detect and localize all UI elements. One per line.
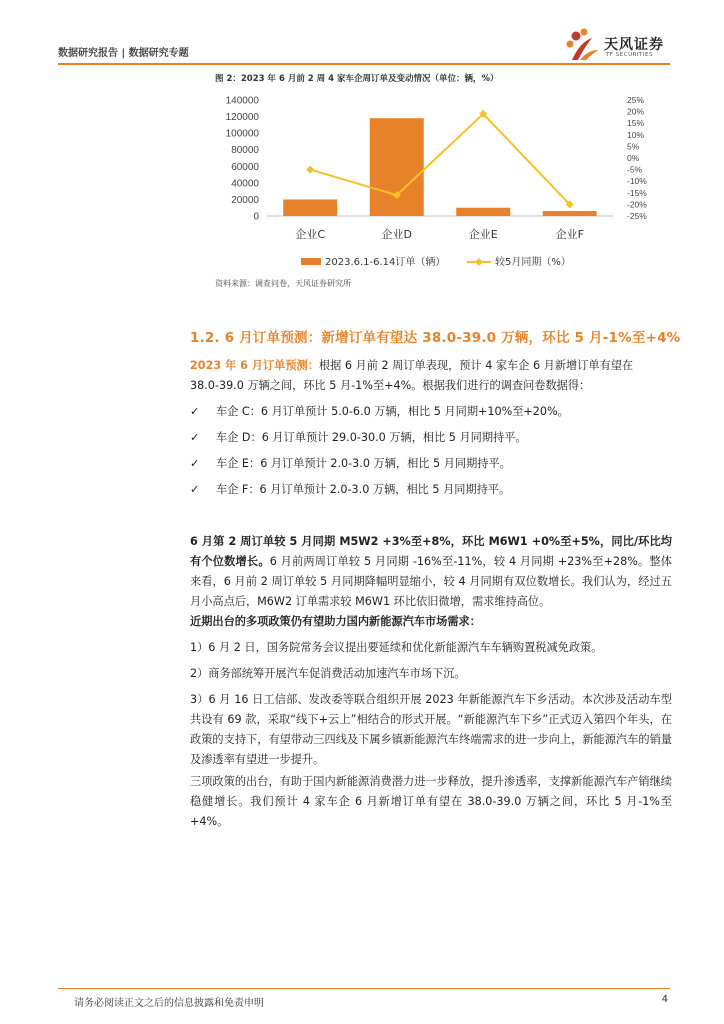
order-chart xyxy=(205,88,665,274)
footer-divider xyxy=(58,988,670,989)
header-divider xyxy=(58,63,670,65)
list-item-text: 车企 C：6 月订单预计 5.0-6.0 万辆，相比 5 月同期+10%至+20%。 xyxy=(216,405,569,418)
list-item-text: 车企 E：6 月订单预计 2.0-3.0 万辆，相比 5 月同期持平。 xyxy=(216,457,511,470)
category-label: 企业E xyxy=(468,228,498,241)
right-tick-label: 5% xyxy=(627,141,640,152)
left-tick-label: 100000 xyxy=(225,128,259,140)
category-label: 企业C xyxy=(295,228,326,241)
left-axis-ticks xyxy=(226,96,260,223)
right-tick-label: 20% xyxy=(627,106,645,117)
category-label: 企业D xyxy=(381,228,412,241)
policy-item-3: 3）6 月 16 日工信部、发改委等联合组织开展 2023 年新能源汽车下乡活动。本次涉及活动车型共设有 69 款，采取“线下+云上”相结合的形式开展。“新能源汽车下乡”正式迈入第四个年头，在政策的支持下，有望带动三四线及下属乡镇新能源汽车终端需求的进一步向上，新能源汽车的销量及渗透率有望进一步提升。 xyxy=(190,693,672,766)
figure-source: 资料来源：调查问卷，天风证券研究所 xyxy=(215,279,351,288)
legend-label-bar: 2023.6.1-6.14订单（辆） xyxy=(325,257,446,268)
logo-text-cn: 天风证券 xyxy=(604,37,664,53)
legend-label-line: 较5月同期（%） xyxy=(495,257,571,268)
figure-title: 图 2：2023 年 6 月前 2 周 4 家车企周订单及变动情况（单位：辆，%） xyxy=(215,74,499,84)
left-tick-label: 40000 xyxy=(231,178,259,190)
right-tick-label: -25% xyxy=(627,211,647,221)
right-tick-label: 0% xyxy=(627,153,640,163)
check-icon: ✓ xyxy=(190,405,200,418)
policy-item-1: 1）6 月 2 日，国务院常务会议提出要延续和优化新能源汽车车辆购置税减免政策。 xyxy=(190,641,603,654)
order-analysis-rest: 6 月前两周订单较 5 月同期 -16%至-11%，较 4 月同期 +23%至+28%。整体来看，6 月前 2 周订单较 5 月同期降幅明显缩小，较 4 月同期有双位数增长。我们认为，经过五月小高点后，M6W2 订单需求较 M6W1 环比依旧微增，需求维持高位。 xyxy=(190,555,672,608)
bar-企业C xyxy=(283,199,337,216)
line-point-企业C xyxy=(306,166,314,174)
order-analysis-bold: 6 月第 2 周订单较 5 月同期 M5W2 +3%至+8%，环比 M6W1 +0%至+5%，同比/环比均有个位数增长。 xyxy=(190,535,672,568)
right-tick-label: -20% xyxy=(627,199,647,210)
check-icon: ✓ xyxy=(190,431,200,444)
bar-企业E xyxy=(456,208,510,216)
bar-企业F xyxy=(543,211,597,216)
left-tick-label: 140000 xyxy=(225,95,259,107)
category-label: 企业F xyxy=(555,228,584,241)
company-logo xyxy=(562,26,670,66)
list-item-text: 车企 F：6 月订单预计 2.0-3.0 万辆，相比 5 月同期持平。 xyxy=(216,483,511,496)
chart-line xyxy=(306,110,574,208)
policy-item-2: 2）商务部统筹开展汽车促消费活动加速汽车市场下沉。 xyxy=(190,667,466,680)
list-item-text: 车企 D：6 月订单预计 29.0-30.0 万辆，相比 5 月同期持平。 xyxy=(216,431,527,444)
left-tick-label: 0 xyxy=(253,211,259,223)
check-icon: ✓ xyxy=(190,457,200,470)
legend-swatch-bar xyxy=(301,258,321,265)
right-tick-label: 15% xyxy=(627,118,645,129)
policy-conclusion: 三项政策的出台，有助于国内新能源消费潜力进一步释放，提升渗透率，支撑新能源汽车产销继续稳健增长。我们预计 4 家车企 6 月新增订单有望在 38.0-39.0 万辆之间，环比 5 月-1%至+4%。 xyxy=(190,775,672,828)
left-tick-label: 60000 xyxy=(231,161,259,173)
chart-bars xyxy=(283,118,597,216)
left-tick-label: 80000 xyxy=(231,145,259,157)
intro-line1: 根据 6 月前 2 周订单表现，预计 4 家车企 6 月新增订单有望在 xyxy=(318,359,634,372)
right-tick-label: -15% xyxy=(627,187,647,198)
right-axis-ticks xyxy=(627,95,647,221)
page-number: 4 xyxy=(661,994,668,1005)
policy-heading: 近期出台的多项政策仍有望助力国内新能源汽车市场需求： xyxy=(190,615,481,628)
legend-marker-line xyxy=(475,258,483,266)
left-tick-label: 20000 xyxy=(231,194,259,206)
right-tick-label: 10% xyxy=(627,129,645,140)
disclaimer-note: 请务必阅读正文之后的信息披露和免责申明 xyxy=(74,998,264,1009)
section-title: 1.2. 6 月订单预测：新增订单有望达 38.0-39.0 万辆，环比 5 月-1%至+4% xyxy=(190,330,681,346)
order-analysis-paragraph xyxy=(190,532,672,612)
chart-legend xyxy=(301,255,571,268)
report-category: 数据研究报告 | 数据研究专题 xyxy=(58,48,189,59)
right-tick-label: -10% xyxy=(627,176,647,187)
right-tick-label: -5% xyxy=(627,164,643,175)
tf-logo-icon xyxy=(562,26,602,66)
left-tick-label: 120000 xyxy=(225,112,259,124)
logo-text-en: TF SECURITIES xyxy=(606,52,653,58)
line-series xyxy=(310,114,570,204)
right-tick-label: 25% xyxy=(627,95,645,105)
check-icon: ✓ xyxy=(190,483,200,496)
intro-lead: 2023 年 6 月订单预测： xyxy=(190,359,319,372)
bar-企业D xyxy=(370,118,424,216)
intro-paragraph xyxy=(190,356,672,396)
intro-line2: 38.0-39.0 万辆之间，环比 5 月-1%至+4%。根据我们进行的调查问卷数据得： xyxy=(190,379,591,392)
category-labels xyxy=(295,227,584,241)
